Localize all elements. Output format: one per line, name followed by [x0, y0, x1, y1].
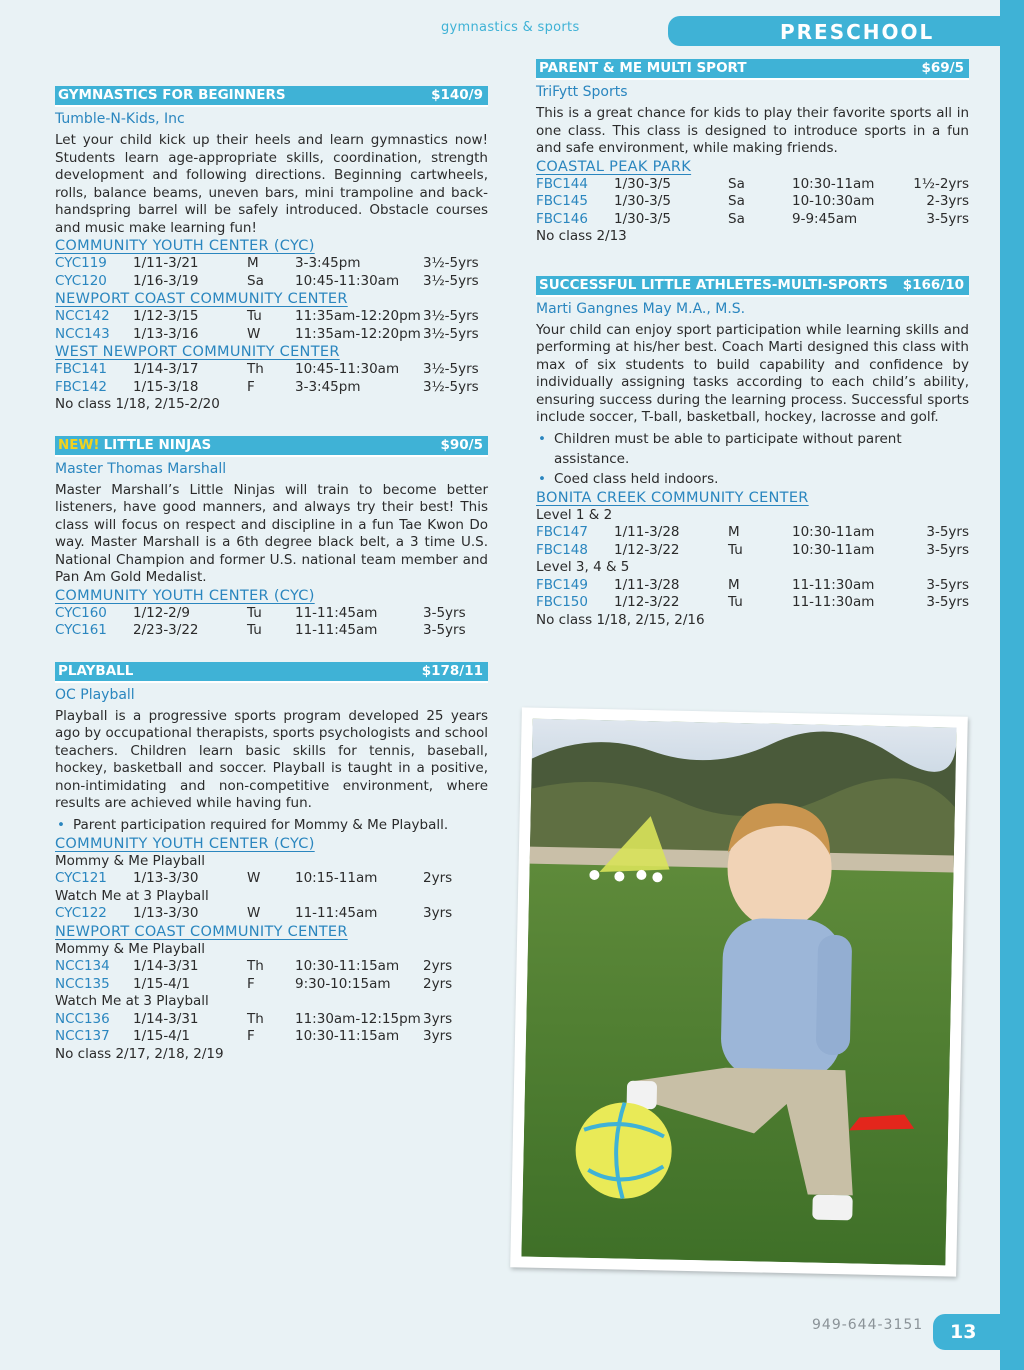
location-link[interactable]: BONITA CREEK COMMUNITY CENTER	[536, 489, 809, 506]
class-time: 10:45-11:30am	[295, 272, 400, 289]
class-age: 3-5yrs	[926, 576, 969, 593]
class-row	[55, 605, 488, 623]
left-column	[55, 86, 488, 1081]
class-listing	[55, 662, 488, 1064]
level-label: Level 3, 4 & 5	[536, 559, 630, 575]
class-time: 9-9:45am	[792, 210, 858, 227]
class-age: 3yrs	[423, 1010, 453, 1027]
class-row	[55, 326, 488, 344]
class-age: 3½-5yrs	[423, 325, 479, 342]
class-code: FBC148	[536, 541, 588, 558]
class-code: FBC150	[536, 594, 588, 610]
class-dates: 1/12-3/22	[614, 594, 680, 610]
class-price: $140/9	[431, 87, 483, 103]
photo-child-soccer-ball-icon	[521, 719, 956, 1266]
class-code: NCC137	[55, 1028, 110, 1044]
class-dates: 1/15-4/1	[133, 1028, 190, 1044]
class-listing	[536, 276, 969, 630]
class-dates: 1/16-3/19	[133, 272, 199, 289]
class-day: M	[728, 524, 740, 540]
class-title-wrap	[539, 59, 747, 78]
location-link[interactable]: COMMUNITY YOUTH CENTER (CYC)	[55, 587, 315, 604]
class-row	[536, 594, 969, 612]
class-row	[536, 211, 969, 229]
class-age: 3-5yrs	[926, 541, 969, 558]
class-price: $90/5	[440, 436, 483, 453]
class-notes-list	[536, 429, 969, 489]
class-dates: 1/15-4/1	[133, 975, 190, 992]
class-provider: Master Thomas Marshall	[55, 460, 227, 477]
class-time: 10-10:30am	[792, 193, 875, 209]
class-time: 10:15-11am	[295, 870, 378, 886]
level-label: Mommy & Me Playball	[55, 940, 206, 957]
class-day: F	[247, 1028, 255, 1044]
no-class-note: No class 1/18, 2/15, 2/16	[536, 611, 705, 628]
class-title-wrap	[58, 662, 133, 681]
class-age: 3½-5yrs	[423, 272, 479, 289]
class-time: 3-3:45pm	[295, 378, 361, 395]
class-provider: TriFytt Sports	[536, 84, 628, 100]
class-code: CYC119	[55, 255, 107, 271]
class-row	[55, 379, 488, 397]
class-code: NCC135	[55, 975, 110, 992]
class-code: NCC136	[55, 1010, 110, 1027]
location-link[interactable]: COASTAL PEAK PARK	[536, 158, 692, 175]
class-code: FBC149	[536, 576, 588, 593]
class-age: 2-3yrs	[926, 193, 969, 209]
class-row	[536, 542, 969, 560]
class-day: Sa	[728, 210, 745, 227]
class-day: Th	[247, 958, 264, 974]
class-description: Playball is a progressive sports program developed 25 years ago by occupational therapists, sports psychologists and school teachers. Children learn basic skills for tennis, baseball, hockey, basketball and soccer. Playball is taught in a positive, non-intimidating and non-competitive environment, where results are achieved while having fun.	[55, 707, 488, 811]
class-dates: 1/12-2/9	[133, 604, 190, 621]
class-note-item: • Coed class held indoors.	[536, 469, 969, 489]
class-time: 11-11:30am	[792, 594, 875, 610]
class-row	[55, 976, 488, 994]
class-age: 3yrs	[423, 905, 453, 921]
right-column	[536, 59, 969, 647]
class-code: CYC160	[55, 604, 107, 621]
class-time: 10:30-11am	[792, 175, 875, 192]
class-day: Tu	[728, 541, 743, 558]
class-notes-list	[55, 815, 488, 835]
class-row	[55, 308, 488, 326]
class-row	[55, 1011, 488, 1029]
class-row	[55, 958, 488, 976]
class-code: NCC134	[55, 958, 110, 974]
class-listing	[55, 436, 488, 640]
class-title-bar	[55, 86, 488, 107]
new-badge: NEW!	[58, 436, 100, 453]
class-day: Tu	[247, 622, 262, 638]
class-title: LITTLE NINJAS	[103, 436, 212, 453]
class-age: 3-5yrs	[926, 594, 969, 610]
location-link[interactable]: COMMUNITY YOUTH CENTER (CYC)	[55, 238, 315, 254]
class-code: NCC142	[55, 308, 110, 324]
class-row	[55, 1028, 488, 1046]
class-age: 3½-5yrs	[423, 361, 479, 377]
class-dates: 1/13-3/30	[133, 870, 199, 886]
class-price: $166/10	[902, 276, 964, 293]
class-day: F	[247, 378, 255, 395]
class-row	[536, 524, 969, 542]
phone-number: 949-644-3151	[812, 1317, 924, 1333]
class-day: M	[247, 255, 259, 271]
class-dates: 1/11-3/28	[614, 576, 680, 593]
class-listing	[55, 86, 488, 414]
class-row	[55, 273, 488, 291]
class-dates: 1/11-3/21	[133, 255, 199, 271]
class-age: 2yrs	[423, 870, 453, 886]
class-code: FBC141	[55, 361, 107, 377]
class-time: 11-11:45am	[295, 622, 378, 638]
class-day: Sa	[247, 272, 264, 289]
class-code: FBC146	[536, 210, 588, 227]
page-number-tab: 13	[933, 1314, 1024, 1350]
class-time: 11-11:45am	[295, 905, 378, 921]
class-note-item: • Children must be able to participate without parent assistance.	[536, 429, 969, 469]
class-title: SUCCESSFUL LITTLE ATHLETES-MULTI-SPORTS	[539, 276, 888, 293]
class-dates: 1/13-3/30	[133, 905, 199, 921]
class-price: $178/11	[421, 662, 483, 679]
class-time: 9:30-10:15am	[295, 975, 391, 992]
class-code: CYC120	[55, 272, 107, 289]
class-description: Your child can enjoy sport participation while learning skills and performing at his/her best. Coach Marti designed this class with max of six students to build capability and confidence by individually assigning tasks according to each child’s ability, ensuring success during the learning process. Successful sports include soccer, T-ball, basketball, hockey, lacrosse and golf.	[536, 321, 969, 425]
class-age: 3-5yrs	[423, 622, 466, 638]
no-class-note: No class 2/13	[536, 228, 627, 244]
class-dates: 1/14-3/17	[133, 361, 199, 377]
class-time: 11:30am-12:15pm	[295, 1010, 421, 1027]
class-day: Th	[247, 1010, 264, 1027]
class-age: 3-5yrs	[926, 524, 969, 540]
class-provider: OC Playball	[55, 686, 135, 703]
right-edge-stripe	[1000, 0, 1024, 1370]
class-dates: 1/14-3/31	[133, 1010, 199, 1027]
class-day: W	[247, 905, 261, 921]
class-title-bar	[536, 59, 969, 80]
class-title-wrap	[58, 86, 286, 105]
section-tab-preschool: PRESCHOOL	[668, 16, 1024, 46]
class-provider: Marti Gangnes May M.A., M.S.	[536, 300, 746, 317]
class-time: 10:30-11:15am	[295, 958, 400, 974]
class-time: 3-3:45pm	[295, 255, 361, 271]
header-kicker: gymnastics & sports	[441, 20, 580, 35]
class-dates: 1/12-3/22	[614, 541, 680, 558]
class-dates: 1/14-3/31	[133, 958, 199, 974]
class-day: M	[728, 576, 740, 593]
class-price: $69/5	[921, 60, 964, 76]
class-code: CYC122	[55, 905, 107, 921]
class-age: 3½-5yrs	[423, 378, 479, 395]
class-age: 3-5yrs	[926, 210, 969, 227]
class-time: 11:35am-12:20pm	[295, 325, 421, 342]
class-title-bar	[55, 436, 488, 457]
class-day: Th	[247, 361, 264, 377]
class-note-item: • Parent participation required for Mommy & Me Playball.	[55, 815, 488, 835]
class-dates: 1/13-3/16	[133, 325, 199, 342]
class-dates: 1/11-3/28	[614, 524, 680, 540]
class-time: 11-11:30am	[792, 576, 875, 593]
class-day: W	[247, 325, 261, 342]
class-time: 11-11:45am	[295, 604, 378, 621]
class-dates: 2/23-3/22	[133, 622, 199, 638]
location-link[interactable]: NEWPORT COAST COMMUNITY CENTER	[55, 923, 348, 940]
class-day: F	[247, 975, 255, 992]
class-code: FBC147	[536, 524, 588, 540]
class-title: GYMNASTICS FOR BEGINNERS	[58, 87, 286, 103]
class-day: Tu	[728, 594, 743, 610]
level-label: Watch Me at 3 Playball	[55, 993, 209, 1009]
class-day: Tu	[247, 308, 262, 324]
level-label: Mommy & Me Playball	[55, 852, 206, 869]
class-description: Master Marshall’s Little Ninjas will train to become better listeners, have good manners, and always try their best! This class will focus on respect and discipline in a fun Tae Kwon Do way. Master Marshall is a 6th degree black belt, a 3 time U.S. National Champion and former U.S. national team member and Pan Am Gold Medalist.	[55, 481, 488, 585]
class-age: 3½-5yrs	[423, 308, 479, 324]
class-title-bar	[55, 662, 488, 683]
location-link[interactable]: COMMUNITY YOUTH CENTER (CYC)	[55, 835, 315, 852]
class-code: CYC161	[55, 622, 107, 638]
class-day: Sa	[728, 175, 745, 192]
class-provider: Tumble-N-Kids, Inc	[55, 111, 185, 127]
class-description: This is a great chance for kids to play their favorite sports all in one class. This class is designed to introduce sports in a fun and safe environment, while making friends.	[536, 105, 969, 156]
class-dates: 1/30-3/5	[614, 175, 671, 192]
class-title-wrap	[539, 276, 888, 295]
class-code: FBC145	[536, 193, 588, 209]
class-listing	[536, 59, 969, 246]
class-code: CYC121	[55, 870, 107, 886]
class-time: 11:35am-12:20pm	[295, 308, 421, 324]
location-link[interactable]: WEST NEWPORT COMMUNITY CENTER	[55, 344, 340, 360]
location-link[interactable]: NEWPORT COAST COMMUNITY CENTER	[55, 291, 348, 307]
level-label: Level 1 & 2	[536, 506, 613, 523]
class-row	[55, 255, 488, 273]
class-title-bar	[536, 276, 969, 297]
class-day: Tu	[247, 604, 262, 621]
class-time: 10:30-11am	[792, 524, 875, 540]
class-row	[536, 193, 969, 211]
class-row	[55, 361, 488, 379]
class-row	[55, 622, 488, 640]
no-class-note: No class 2/17, 2/18, 2/19	[55, 1045, 224, 1062]
class-description: Let your child kick up their heels and learn gymnastics now! Students learn age-appropriate skills, coordination, strength development and following directions. Beginning cartwheels, rolls, balance beams, uneven bars, mini trampoline and back-handspring barrel will be safely introduced. Obstacle courses and music make learning fun!	[55, 132, 488, 236]
class-day: Sa	[728, 193, 745, 209]
class-age: 1½-2yrs	[913, 175, 969, 192]
class-dates: 1/30-3/5	[614, 210, 671, 227]
class-time: 10:30-11:15am	[295, 1028, 400, 1044]
class-age: 2yrs	[423, 975, 453, 992]
class-age: 3-5yrs	[423, 604, 466, 621]
no-class-note: No class 1/18, 2/15-2/20	[55, 396, 220, 412]
class-row	[55, 905, 488, 923]
class-time: 10:30-11am	[792, 541, 875, 558]
level-label: Watch Me at 3 Playball	[55, 887, 209, 904]
class-title: PARENT & ME MULTI SPORT	[539, 60, 747, 76]
photo-child-soccer-ball	[510, 707, 968, 1276]
class-row	[536, 176, 969, 194]
class-time: 10:45-11:30am	[295, 361, 400, 377]
class-code: FBC144	[536, 175, 588, 192]
class-dates: 1/15-3/18	[133, 378, 199, 395]
class-age: 3½-5yrs	[423, 255, 479, 271]
class-row	[55, 870, 488, 888]
class-day: W	[247, 870, 261, 886]
class-row	[536, 577, 969, 595]
class-dates: 1/12-3/15	[133, 308, 199, 324]
class-age: 2yrs	[423, 958, 453, 974]
class-code: NCC143	[55, 325, 110, 342]
class-code: FBC142	[55, 378, 107, 395]
class-title: PLAYBALL	[58, 662, 134, 679]
class-title-wrap	[58, 436, 211, 455]
class-dates: 1/30-3/5	[614, 193, 671, 209]
class-age: 3yrs	[423, 1028, 453, 1044]
